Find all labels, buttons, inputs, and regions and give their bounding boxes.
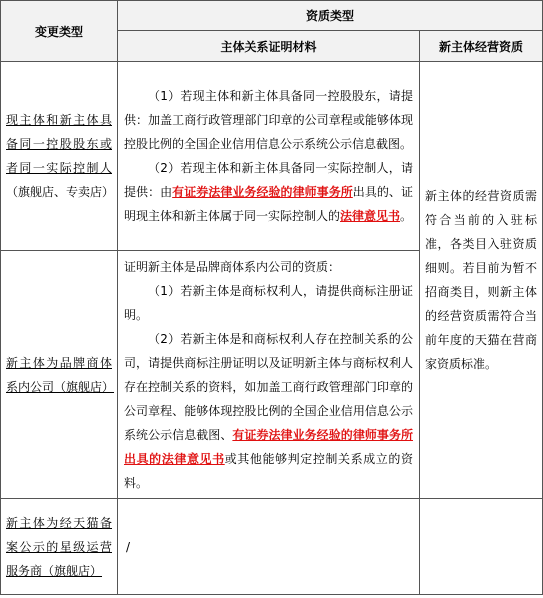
row3-proof-cell: /: [118, 499, 420, 595]
row1-proof-red-opinion: 法律意见书: [340, 209, 401, 223]
row2-type-label: 新主体为品牌商体系内公司（旗舰店）: [6, 355, 115, 394]
row2-proof-cell: [118, 251, 420, 499]
header-qualification-type: 资质类型: [118, 1, 543, 31]
row2-proof-p1: （1）若新主体是商标权利人，请提供商标注册证明。: [124, 283, 413, 322]
row1-proof-p1: （1）若现主体和新主体具备同一控股股东，请提供：加盖工商行政管理部门印章的公司章程或能够体现控股比例的全国企业信用信息公示系统公示信息截图。: [124, 89, 413, 151]
row3-type-label: 新主体为经天猫备案公示的星级运营服务商（旗舰店）: [6, 515, 112, 578]
new-entity-qual-cell: 新主体的经营资质需符合当前的入驻标准，各类目入驻资质细则。若目前为暂不招商类目，则新主体的经营资质需符合当前年度的天猫在营商家资质标准。: [420, 62, 543, 499]
row1-type-label: 现主体和新主体具备同一控股股东或者同一实际控制人: [6, 113, 112, 175]
header-new-entity-qual: 新主体经营资质: [420, 31, 543, 62]
row1-proof-red-lawfirm: 有证券法律业务经验的律师事务所: [172, 185, 353, 199]
row1-proof-p2: （2）若现主体和新主体具备同一实际控制人，请提供：由有证券法律业务经验的律师事务所出具的、证明现主体和新主体属于同一实际控制人的法律意见书。: [124, 161, 413, 223]
row1-proof-cell: [118, 62, 420, 251]
table-row: [1, 499, 543, 595]
header-relation-proof: 主体关系证明材料: [118, 31, 420, 62]
row2-proof-red-lawfirm: 有证券法律业务经验的律师事务所出具的法律意见书: [124, 427, 413, 466]
row2-proof-p2: （2）若新主体是和商标权利人存在控制关系的公司，请提供商标注册证明以及证明新主体与商标权利人存在控制关系的资料，如加盖工商行政管理部门印章的公司章程、能够体现控股比例的全国企业信用信息公示系统公示信息截图、有证券法律业务经验的律师事务所出具的法律意见书或其他能够判定控制关系成立的资料。: [124, 331, 413, 490]
row1-type-cell: [1, 62, 118, 251]
row3-type-cell: [1, 499, 118, 595]
row3-empty-cell: [420, 499, 543, 595]
row2-proof-intro: 证明新主体是品牌商体系内公司的资质：: [124, 259, 341, 274]
table-row: [1, 62, 543, 251]
row2-type-cell: [1, 251, 118, 499]
row1-type-note: （旗舰店、专卖店）: [6, 185, 115, 199]
header-change-type: 变更类型: [1, 1, 118, 62]
